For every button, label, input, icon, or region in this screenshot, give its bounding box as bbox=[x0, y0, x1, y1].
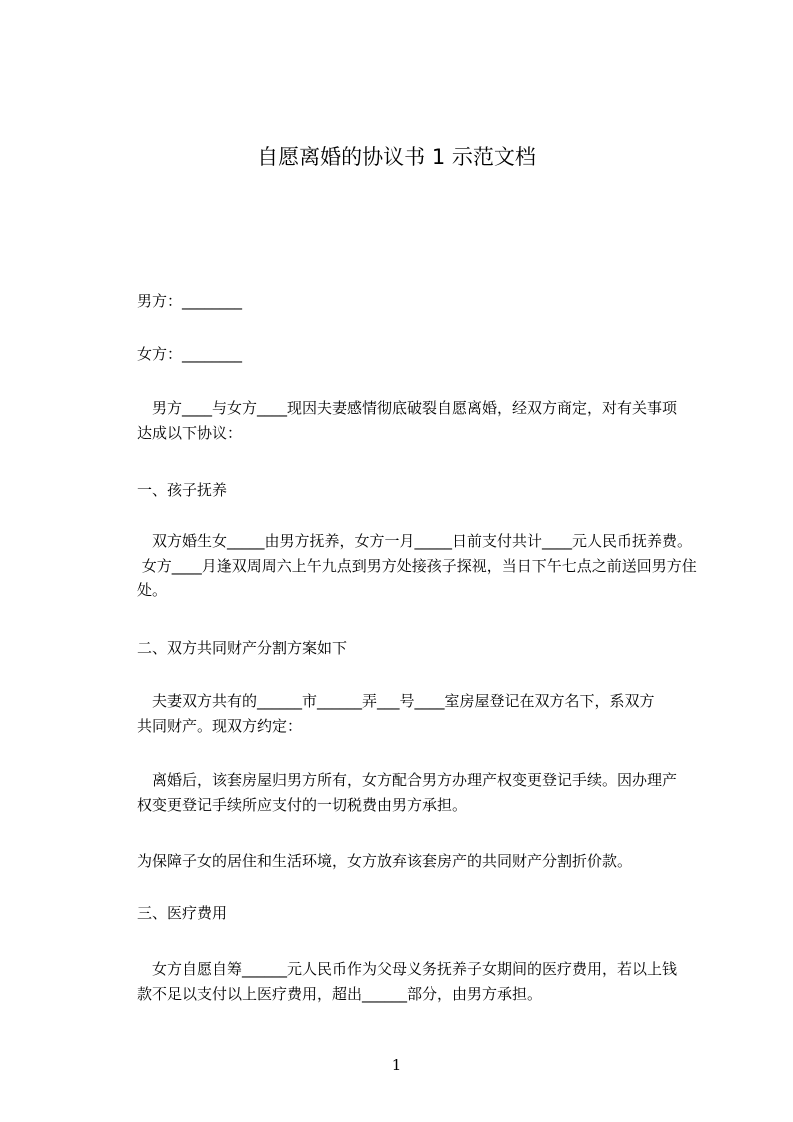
section3-heading: 三、医疗费用 bbox=[137, 904, 228, 922]
section1-paragraph: 双方婚生女_____由男方抚养，女方一月_____日前支付共计____元人民币抚养费。 女方____月逢双周周六上午九点到男方处接孩子探视，当日下午七点之前送回男方住 处。 bbox=[137, 532, 697, 599]
intro-paragraph: 男方____与女方____现因夫妻感情彻底破裂自愿离婚，经双方商定，对有关事项 达成以下协议： bbox=[137, 399, 678, 442]
page-number: 1 bbox=[391, 1056, 402, 1074]
section1-heading: 一、孩子抚养 bbox=[137, 481, 228, 499]
section2-paragraph-1: 夫妻双方共有的______市______弄___号____室房屋登记在双方名下，系双方 共同财产。现双方约定： bbox=[137, 692, 655, 735]
section3-paragraph: 女方自愿自筹______元人民币作为父母义务抚养子女期间的医疗费用，若以上钱 款不足以支付以上医疗费用，超出______部分，由男方承担。 bbox=[137, 960, 678, 1003]
section2-paragraph-2: 离婚后，该套房屋归男方所有，女方配合男方办理产权变更登记手续。因办理产 权变更登记手续所应支付的一切税费由男方承担。 bbox=[137, 771, 678, 814]
section2-paragraph-3: 为保障子女的居住和生活环境，女方放弃该套房产的共同财产分割折价款。 bbox=[137, 852, 633, 870]
male-party-line: 男方：________ bbox=[137, 292, 243, 310]
female-party-line: 女方：________ bbox=[137, 345, 243, 363]
section2-heading: 二、双方共同财产分割方案如下 bbox=[137, 639, 348, 657]
document-title: 自愿离婚的协议书 1 示范文档 bbox=[257, 145, 536, 169]
